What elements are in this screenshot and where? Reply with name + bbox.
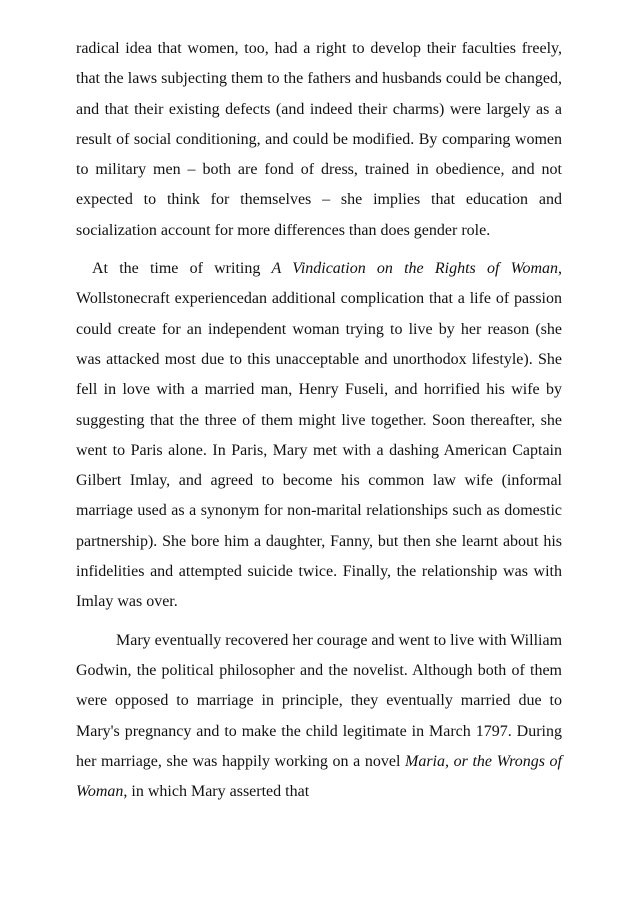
paragraph-1 [76, 34, 562, 246]
paragraph-2-rest: , Wollstonecraft experiencedan additional complication that a life of passion could create for an independent woman trying to live by her reason (she was attacked most due to this unacceptable and unorthodox lifestyle). She fell in love with a married man, Henry Fuseli, and horrified his wife by suggesting that the three of them might live together. Soon thereafter, she went to Paris alone. In Paris, Mary met with a dashing American Captain Gilbert Imlay, and agreed to become his common law wife (informal marriage used as a synonym for non-marital relationships such as domestic partnership). She bore him a daughter, Fanny, but then she learnt about his infidelities and attempted suicide twice. Finally, the relationship was with Imlay was over. [76, 260, 563, 611]
paragraph-3-lead: Mary eventually recovered her courage and went to live with William Godwin, the political philosopher and the novelist. Although both of them were opposed to marriage in principle, they eventually married due to Mary's pregnancy and to make the child legitimate in March 1797. During her marriage, she was happily working on a novel [76, 631, 563, 770]
paragraph-2 [76, 254, 562, 618]
paragraph-1-text: radical idea that women, too, had a right to develop their faculties freely, that the laws subjecting them to the fathers and husbands could be changed, and that their existing defects (and indeed their charms) were largely as a result of social conditioning, and could be modified. By comparing women to military men – both are fond of dress, trained in obedience, and not expected to think for themselves – she implies that education and socialization account for more differences than does gender role. [76, 40, 562, 239]
paragraph-3 [76, 626, 562, 808]
paragraph-3-rest: , in which Mary asserted that [123, 783, 310, 801]
paragraph-2-lead: At the time of writing [92, 260, 272, 278]
document-page [76, 34, 562, 807]
book-title-vindication: A Vindication on the Rights of Woman [271, 260, 559, 278]
book-title-maria: Maria, or the Wrongs of Woman [76, 752, 562, 801]
